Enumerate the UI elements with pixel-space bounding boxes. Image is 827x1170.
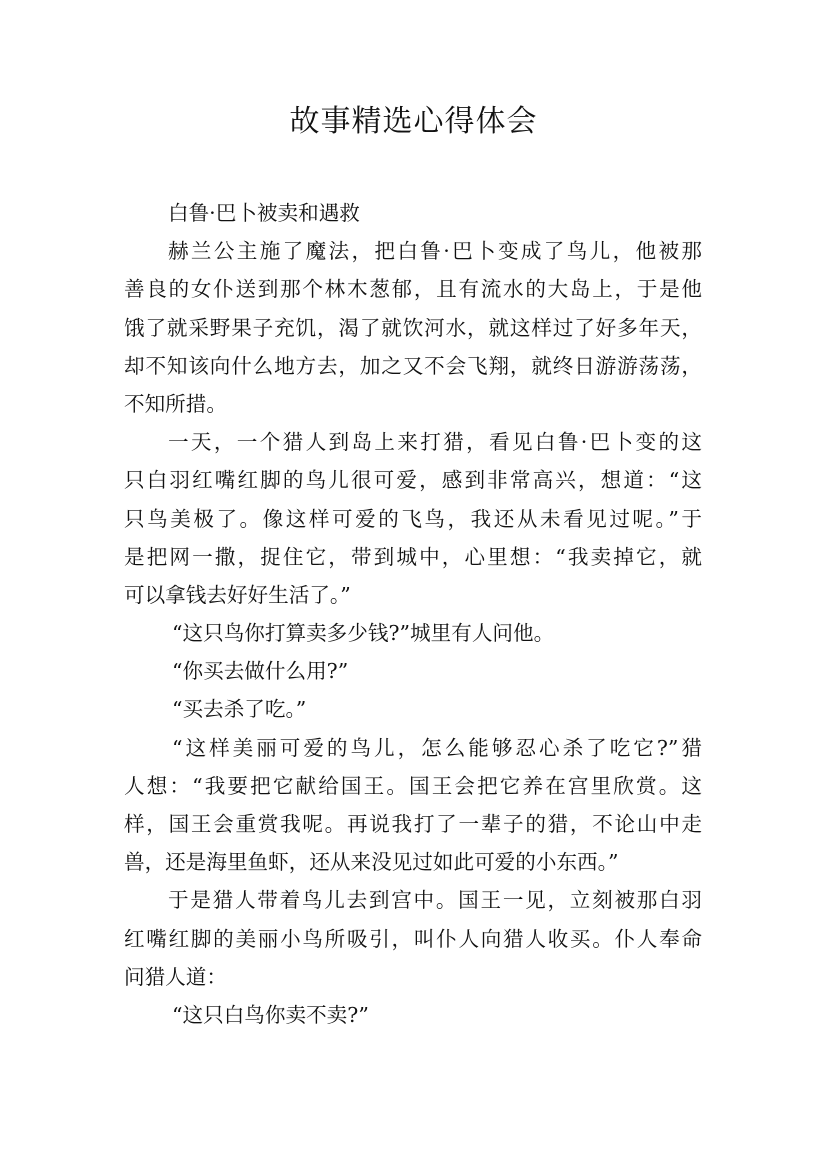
- text-line: 样，国王会重赏我呢。再说我打了一辈子的猎，不论山中走: [124, 812, 702, 836]
- dialogue-line: “这样美丽可爱的鸟儿，怎么能够忍心杀了吃它?”猎: [172, 735, 702, 760]
- text-line: 兽，还是海里鱼虾，还从来没见过如此可爱的小东西。”: [124, 850, 619, 875]
- document-body: [124, 194, 702, 1034]
- text-line: 问猎人道：: [124, 964, 227, 989]
- text-line: 于是猎人带着鸟儿去到宫中。国王一见，立刻被那白羽: [168, 888, 702, 913]
- text-line: 一天，一个猎人到岛上来打猎，看见白鲁·巴卜变的这: [168, 430, 702, 455]
- text-line: 赫兰公主施了魔法，把白鲁·巴卜变成了鸟儿，他被那: [168, 239, 702, 264]
- text-line: 善良的女仆送到那个林木葱郁，且有流水的大岛上，于是他: [124, 277, 702, 302]
- text-line: 人想：“我要把它献给国王。国王会把它养在宫里欣赏。这: [124, 773, 702, 798]
- dialogue-line: “你买去做什么用?”: [172, 659, 349, 684]
- text-line: 红嘴红脚的美丽小鸟所吸引，叫仆人向猎人收买。仆人奉命: [124, 926, 702, 951]
- text-line: 只白羽红嘴红脚的鸟儿很可爱，感到非常高兴，想道：“这: [124, 468, 702, 493]
- text-line: 不知所措。: [124, 391, 227, 416]
- story-heading: 白鲁·巴卜被卖和遇救: [168, 201, 360, 225]
- text-line: 却不知该向什么地方去，加之又不会飞翔，就终日游游荡荡，: [124, 353, 702, 378]
- dialogue-line: “买去杀了吃。”: [172, 697, 307, 722]
- text-line: 可以拿钱去好好生活了。”: [124, 582, 351, 607]
- dialogue-line: “这只鸟你打算卖多少钱?”城里有人问他。: [172, 621, 555, 646]
- document-title: 故事精选心得体会: [289, 104, 538, 139]
- text-line: 饿了就采野果子充饥，渴了就饮河水，就这样过了好多年天，: [124, 315, 702, 340]
- text-line: 只鸟美极了。像这样可爱的飞鸟，我还从未看见过呢。”于: [124, 506, 702, 531]
- text-line: 是把网一撒，捉住它，带到城中，心里想：“我卖掉它，就: [124, 544, 702, 569]
- dialogue-line: “这只白鸟你卖不卖?”: [172, 1002, 369, 1027]
